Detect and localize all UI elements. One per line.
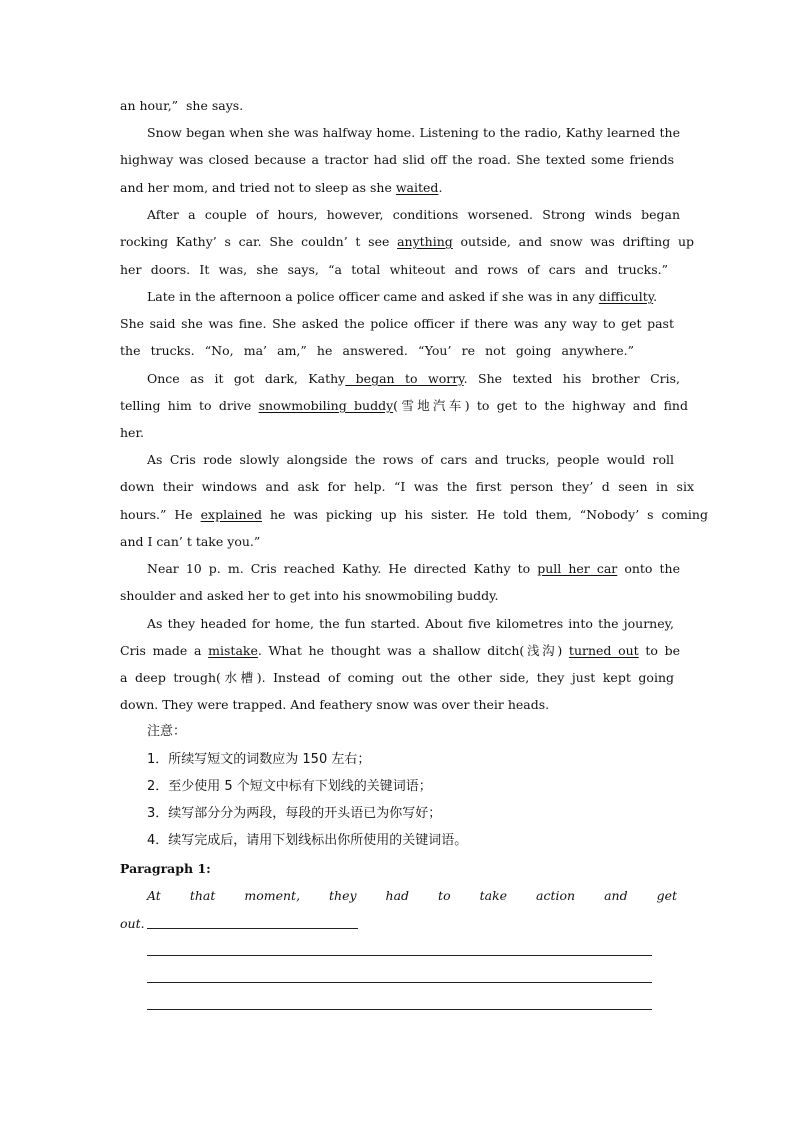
keyword-anything: anything xyxy=(397,234,453,249)
text-line: highway was closed because a tractor had slid off the road. She texted some friends xyxy=(120,152,674,167)
text-line: the trucks. “No, ma’ am,” he answered. “You’ re not going anywhere.” xyxy=(120,343,634,358)
text-span: Near 10 p. m. Cris reached Kathy. He directed Kathy to xyxy=(147,561,538,576)
text-span: (雪地汽车) to get to the highway and find xyxy=(393,398,688,413)
text-span: . What he thought was a shallow ditch(浅沟) xyxy=(257,643,569,658)
text-span: . She texted his brother Cris, xyxy=(463,371,681,386)
note-item: 1．所续写短文的词数应为 150 左右； xyxy=(147,752,371,767)
text-span: onto the xyxy=(617,561,680,576)
text-line xyxy=(120,398,688,414)
note-item: 3．续写部分分为两段，每段的开头语已为你写好； xyxy=(147,806,442,821)
text-line: Snow began when she was halfway home. Listening to the radio, Kathy learned the xyxy=(147,125,680,140)
keyword-began-to-worry: began to worry xyxy=(345,371,464,386)
paragraph-1-opening: At that moment, they had to take action and get xyxy=(147,888,677,903)
text-line: After a couple of hours, however, conditions worsened. Strong winds began xyxy=(147,207,680,222)
text-line xyxy=(120,180,680,196)
text-line: As Cris rode slowly alongside the rows of cars and trucks, people would roll xyxy=(147,452,674,467)
keyword-explained: explained xyxy=(200,507,262,522)
writing-line[interactable] xyxy=(147,982,652,983)
text-span: . xyxy=(653,289,658,304)
text-line xyxy=(147,371,680,387)
writing-line[interactable] xyxy=(147,955,652,956)
text-span: telling him to drive xyxy=(120,398,259,413)
text-line: shoulder and asked her to get into his snowmobiling buddy. xyxy=(120,588,499,603)
text-span: to be xyxy=(638,643,681,658)
note-item: 4．续写完成后，请用下划线标出你所使用的关键词语。 xyxy=(147,833,468,848)
text-line: her. xyxy=(120,425,145,440)
text-span: Late in the afternoon a police officer came and asked if she was in any xyxy=(147,289,599,304)
text-line xyxy=(120,643,680,659)
notes-title: 注意： xyxy=(147,724,187,739)
text-span: outside, and snow was drifting up xyxy=(452,234,694,249)
keyword-difficulty: difficulty xyxy=(598,289,654,304)
text-span: Cris made a xyxy=(120,643,209,658)
text-line: her doors. It was, she says, “a total whiteout and rows of cars and trucks.” xyxy=(120,262,668,277)
text-line: a deep trough(水槽). Instead of coming out the other side, they just kept going xyxy=(120,670,674,685)
text-span: hours.” He xyxy=(120,507,201,522)
text-span: . xyxy=(438,180,443,195)
keyword-turned-out: turned out xyxy=(568,643,639,658)
text-line xyxy=(120,507,708,523)
text-span: and her mom, and tried not to sleep as she xyxy=(120,180,396,195)
writing-line[interactable] xyxy=(147,1009,652,1010)
paragraph-1-heading: Paragraph 1: xyxy=(120,861,211,876)
text-span: Once as it got dark, Kathy xyxy=(147,371,346,386)
keyword-waited: waited xyxy=(395,180,439,195)
text-line: down. They were trapped. And feathery snow was over their heads. xyxy=(120,697,550,712)
text-line xyxy=(147,561,680,577)
text-span: rocking Kathy’ s car. She couldn’ t see xyxy=(120,234,398,249)
paragraph-1-opening-end: out. xyxy=(120,916,145,931)
text-span: he was picking up his sister. He told them, “Nobody’ s coming xyxy=(261,507,708,522)
keyword-pull-her-car: pull her car xyxy=(537,561,618,576)
writing-line[interactable] xyxy=(147,928,358,929)
keyword-snowmobiling-buddy: snowmobiling buddy xyxy=(258,398,394,413)
note-item: 2．至少使用 5 个短文中标有下划线的关键词语； xyxy=(147,779,432,794)
text-line xyxy=(120,234,694,250)
text-line: an hour,” she says. xyxy=(120,98,244,113)
keyword-mistake: mistake xyxy=(208,643,258,658)
text-line: As they headed for home, the fun started. About five kilometres into the journey, xyxy=(147,616,674,631)
text-line: and I can’ t take you.” xyxy=(120,534,261,549)
text-line: She said she was fine. She asked the police officer if there was any way to get past xyxy=(120,316,674,331)
text-line xyxy=(147,289,680,305)
text-line: down their windows and ask for help. “I was the first person they’ d seen in six xyxy=(120,479,694,494)
